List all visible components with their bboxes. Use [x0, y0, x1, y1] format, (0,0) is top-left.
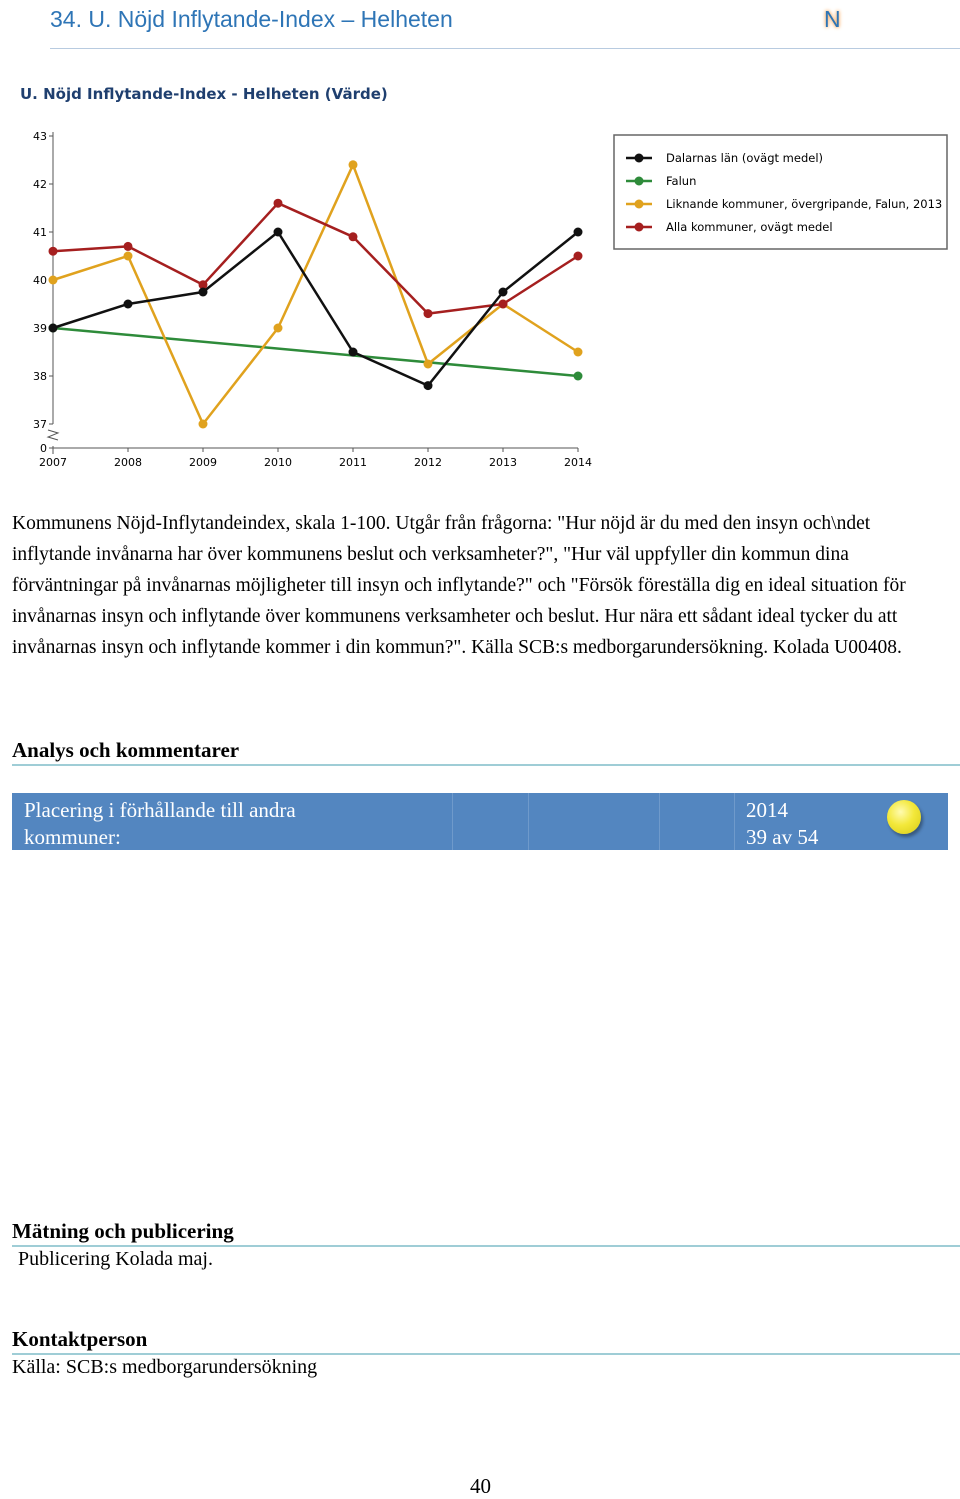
chart-title: U. Nöjd Inflytande-Index - Helheten (Värde) [20, 85, 388, 103]
data-point [274, 324, 283, 333]
analysis-divider [12, 764, 960, 766]
page-number: 40 [470, 1474, 491, 1498]
legend-label: Dalarnas län (ovägt medel) [666, 151, 824, 165]
legend-swatch-dot [635, 154, 644, 163]
measurement-divider [12, 1245, 960, 1247]
data-point [124, 242, 133, 251]
data-point [349, 160, 358, 169]
data-point [49, 276, 58, 285]
ranking-label: Placering i förhållande till andra kommuner: [24, 798, 296, 849]
axis-break [48, 430, 58, 440]
data-point [424, 381, 433, 390]
x-tick-label: 2009 [189, 456, 217, 469]
page-title: 34. U. Nöjd Inflytande-Index – Helheten [50, 6, 453, 32]
ranking-year: 2014 [746, 798, 788, 822]
y-tick-label: 38 [33, 370, 47, 383]
data-point [49, 247, 58, 256]
legend-label: Liknande kommuner, övergripande, Falun, 2013 [666, 197, 943, 211]
line-chart [0, 72, 960, 482]
data-point [124, 252, 133, 261]
header-divider [50, 48, 960, 49]
y-tick-label: 39 [33, 322, 47, 335]
legend-label: Alla kommuner, ovägt medel [666, 220, 833, 234]
y-tick-label: 40 [33, 274, 47, 287]
measurement-text: Publicering Kolada maj. [18, 1248, 213, 1270]
data-point [274, 199, 283, 208]
data-point [499, 288, 508, 297]
contact-heading: Kontaktperson [12, 1327, 148, 1351]
y-tick-label: 43 [33, 130, 47, 143]
legend-swatch-dot [635, 200, 644, 209]
data-point [199, 420, 208, 429]
data-point [349, 348, 358, 357]
data-point [274, 228, 283, 237]
data-point [574, 228, 583, 237]
section-letter: N [824, 6, 841, 32]
legend-swatch-dot [635, 177, 644, 186]
series-line [53, 328, 578, 376]
y-tick-label: 0 [40, 442, 47, 455]
ranking-cell-divider [528, 793, 529, 850]
ranking-cell-divider [734, 793, 735, 850]
ranking-bar [12, 793, 948, 850]
legend-swatch-dot [635, 223, 644, 232]
data-point [574, 372, 583, 381]
x-tick-label: 2008 [114, 456, 142, 469]
x-tick-label: 2012 [414, 456, 442, 469]
x-tick-label: 2010 [264, 456, 292, 469]
data-point [424, 360, 433, 369]
ranking-status-indicator [887, 800, 921, 834]
x-tick-label: 2013 [489, 456, 517, 469]
ranking-cell-divider [452, 793, 453, 850]
indicator-description: Kommunens Nöjd-Inflytandeindex, skala 1-100. Utgår från frågorna: "Hur nöjd är du med den insyn och\ndet inflytande invånarna har över kommunens beslut och verksamheter?", "Hur väl uppfyller din kommun dina förväntningar på invånarnas möjligheter till insyn och inflytande?" och "Försök föreställa dig en ideal situation för invånarnas insyn och inflytande över kommunens verksamheter och beslut. Hur nära ett sådant ideal tycker du att invånarnas insyn och inflytande kommer i din kommun?". Källa SCB:s medborgarundersökning. Kolada U00408. [12, 513, 906, 658]
measurement-heading: Mätning och publicering [12, 1219, 234, 1243]
ranking-value: 39 av 54 [746, 825, 819, 849]
data-point [124, 300, 133, 309]
x-tick-label: 2011 [339, 456, 367, 469]
x-tick-label: 2007 [39, 456, 67, 469]
contact-text: Källa: SCB:s medborgarundersökning [12, 1356, 318, 1378]
contact-divider [12, 1353, 960, 1355]
data-point [49, 324, 58, 333]
y-tick-label: 42 [33, 178, 47, 191]
x-tick-label: 2014 [564, 456, 592, 469]
data-point [199, 288, 208, 297]
ranking-cell-divider [659, 793, 660, 850]
data-point [499, 300, 508, 309]
y-tick-label: 41 [33, 226, 47, 239]
legend-label: Falun [666, 174, 697, 188]
data-point [424, 309, 433, 318]
data-point [349, 232, 358, 241]
data-point [574, 348, 583, 357]
data-point [574, 252, 583, 261]
analysis-heading: Analys och kommentarer [12, 738, 240, 762]
y-tick-label: 37 [33, 418, 47, 431]
